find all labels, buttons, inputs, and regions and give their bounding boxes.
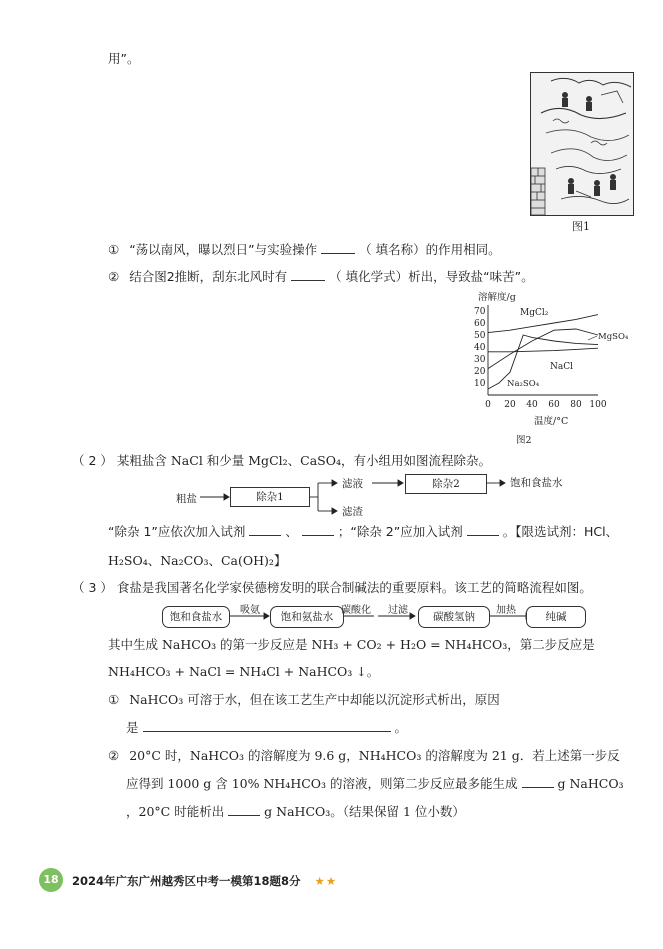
process-step-heating: 加热 — [496, 605, 516, 616]
question-text: “除杂 1”应依次加入试剂 — [108, 524, 246, 539]
flow-box-purify-2: 除杂2 — [405, 474, 487, 494]
item-text: 结合图2推断，刮东北风时有 — [129, 269, 288, 284]
continued-text: 用”。 — [108, 51, 140, 66]
x-axis-label: 温度/°C — [534, 416, 569, 427]
series-label-mgcl2: MgCl₂ — [520, 308, 549, 318]
series-line-2 — [488, 348, 598, 352]
x-tick-label: 40 — [526, 400, 538, 410]
question-3-item-2-line-2 — [126, 775, 624, 793]
item-marker: ① — [108, 242, 120, 257]
series-label-nacl: NaCl — [550, 362, 574, 372]
figure-2-caption: 图2 — [516, 435, 532, 446]
item-text: g NaHCO₃。（结果保留 1 位小数） — [264, 804, 465, 819]
process-box-saturated-brine: 饱和食盐水 — [162, 606, 230, 628]
answer-blank[interactable] — [321, 241, 355, 254]
series-line-3 — [488, 335, 598, 389]
flow-box-purify-1: 除杂1 — [230, 487, 310, 507]
item-text: 应得到 1000 g 含 10% NH₄HCO₃ 的溶液，则第二步反应最多能生成 — [126, 776, 518, 791]
process-step-filtration: 过滤 — [388, 605, 408, 616]
question-2-line-2: H₂SO₄、Na₂CO₃、Ca(OH)₂】 — [108, 553, 287, 568]
process-step-carbonation: 碳酸化 — [341, 605, 371, 616]
answer-blank[interactable] — [228, 803, 260, 816]
question-item-2 — [108, 268, 534, 286]
solubility-chart — [470, 285, 640, 450]
series-label-mgso4: MgSO₄ — [598, 332, 629, 342]
question-text: 某粗盐含 NaCl 和少量 MgCl₂、CaSO₄，有小组用如图流程除杂。 — [116, 453, 491, 468]
footer-source-title — [72, 873, 337, 889]
answer-blank[interactable] — [249, 523, 281, 536]
item-text: NaHCO₃ 可溶于水，但在该工艺生产中却能以沉淀形式析出，原因 — [129, 692, 500, 707]
flow-filtrate-label: 滤液 — [342, 478, 363, 490]
page-number-badge: 18 — [39, 868, 63, 892]
x-tick-label: 60 — [548, 400, 560, 410]
question-3-item-1 — [108, 691, 500, 709]
item-marker: ① — [108, 692, 120, 707]
question-item-1 — [108, 241, 501, 259]
answer-blank[interactable] — [291, 268, 325, 281]
x-tick-label: 100 — [589, 400, 607, 410]
x-tick-label: 80 — [570, 400, 582, 410]
process-box-ammoniated-brine: 饱和氨盐水 — [270, 606, 344, 628]
question-2-line-1 — [108, 523, 618, 541]
item-text: （ 填名称）的作用相同。 — [359, 242, 501, 257]
series-label-na2so4: Na₂SO₄ — [507, 379, 540, 389]
figure-1-illustration — [530, 72, 634, 216]
y-tick-label: 60 — [474, 319, 486, 329]
y-tick-label: 20 — [474, 367, 486, 377]
flow-start-label: 粗盐 — [176, 493, 197, 505]
flow-residue-label: 滤渣 — [342, 506, 363, 518]
item-marker: ② — [108, 748, 120, 763]
item-text: 是 — [126, 720, 139, 735]
process-box-soda-ash: 纯碱 — [526, 606, 586, 628]
x-tick-label: 20 — [504, 400, 516, 410]
y-tick-label: 70 — [474, 307, 486, 317]
difficulty-stars: ★★ — [314, 874, 338, 888]
y-tick-label: 40 — [474, 343, 486, 353]
question-2-stem — [72, 452, 491, 470]
y-tick-label: 30 — [474, 355, 486, 365]
question-3-item-2-line-3 — [126, 803, 465, 821]
question-3-stem — [72, 579, 592, 597]
reaction-line-2: NH₄HCO₃ + NaCl = NH₄Cl + NaHCO₃ ↓。 — [108, 664, 380, 679]
item-text: “荡以南风，曝以烈日”与实验操作 — [129, 242, 318, 257]
question-text: ；“除杂 2”应加入试剂 — [337, 524, 463, 539]
y-tick-label: 50 — [474, 331, 486, 341]
reaction-line-1: 其中生成 NaHCO₃ 的第一步反应是 NH₃ + CO₂ + H₂O = NH₄HCO₃，第二步反应是 — [108, 637, 595, 652]
item-text: （ 填化学式）析出，导致盐“味苦”。 — [329, 269, 534, 284]
item-text: 。 — [394, 720, 407, 735]
y-tick-label: 10 — [474, 379, 486, 389]
item-marker: ② — [108, 269, 120, 284]
figure-1-caption: 图1 — [572, 220, 590, 233]
flow-end-label: 饱和食盐水 — [510, 477, 563, 489]
question-number: （ 2 ） — [72, 453, 113, 468]
answer-blank[interactable] — [302, 523, 334, 536]
y-axis-label: 溶解度/g — [478, 292, 516, 303]
question-number: （ 3 ） — [72, 580, 113, 595]
process-box-sodium-bicarbonate: 碳酸氢钠 — [418, 606, 490, 628]
question-3-item-2-line-1 — [108, 747, 620, 765]
process-step-ammoniation: 吸氨 — [240, 605, 260, 616]
item-text: ，20°C 时能析出 — [126, 804, 225, 819]
item-text: 20°C 时，NaHCO₃ 的溶解度为 9.6 g，NH₄HCO₃ 的溶解度为 21 g．若上述第一步反 — [129, 748, 620, 763]
item-text: g NaHCO₃ — [557, 776, 624, 791]
question-text: 。【限选试剂：HCl、 — [502, 524, 619, 539]
footer-title-text: 2024年广东广州越秀区中考一模第18题8分 — [72, 874, 301, 888]
answer-blank[interactable] — [522, 775, 554, 788]
answer-blank[interactable] — [467, 523, 499, 536]
question-text: 食盐是我国著名化学家侯德榜发明的联合制碱法的重要原料。该工艺的简略流程如图。 — [116, 580, 592, 595]
question-text: 、 — [285, 524, 298, 539]
question-3-item-1-line-2 — [126, 719, 407, 737]
x-tick-label: 0 — [485, 400, 491, 410]
answer-blank[interactable] — [143, 719, 391, 732]
